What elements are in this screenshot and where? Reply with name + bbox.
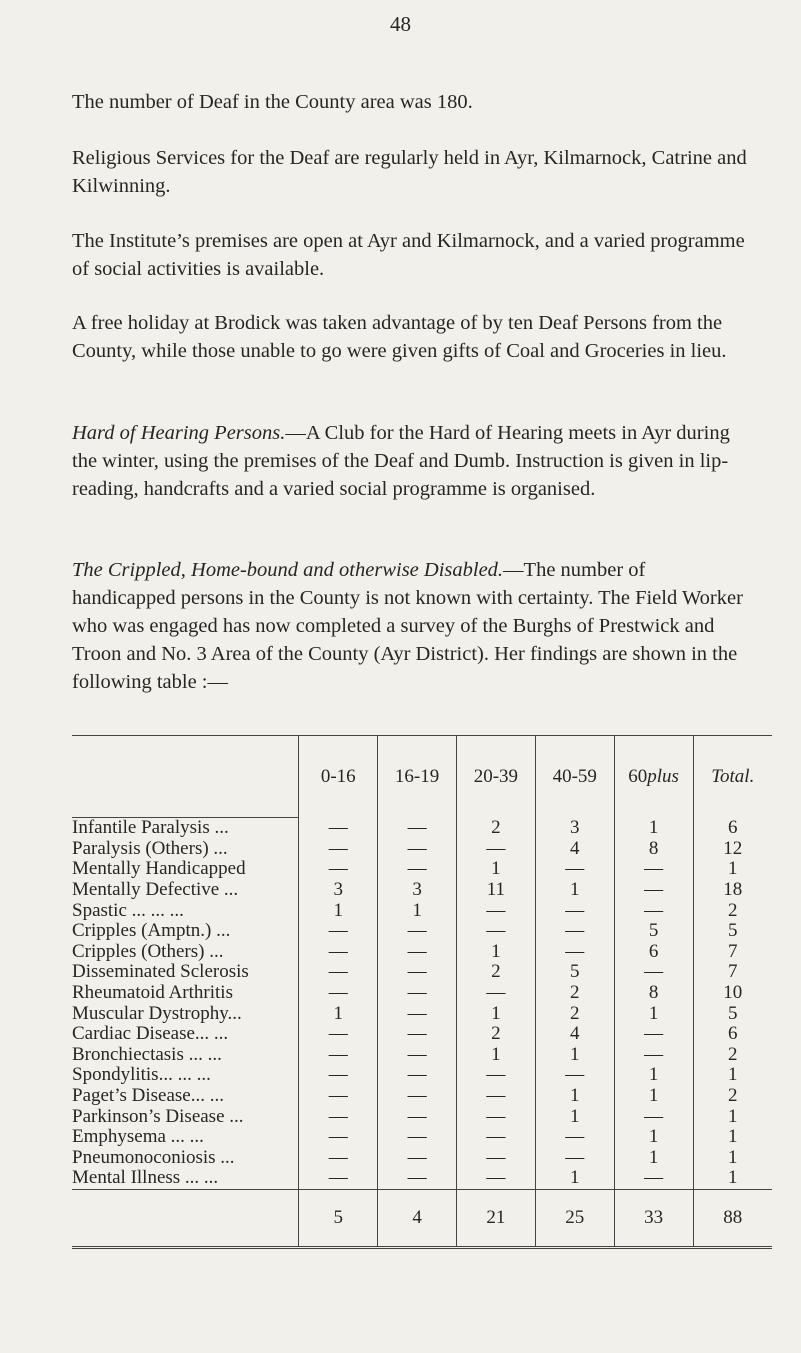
page-number: 48 bbox=[390, 12, 411, 36]
table-cell: — bbox=[456, 1106, 535, 1127]
table-row bbox=[72, 1148, 772, 1169]
table-cell: 2 bbox=[693, 1086, 772, 1107]
row-label: Mentally Handicapped bbox=[72, 858, 246, 880]
table-cell: 2 bbox=[456, 818, 535, 839]
table-cell: 1 bbox=[456, 942, 535, 963]
table-cell: 7 bbox=[693, 942, 772, 963]
table-cell: — bbox=[299, 839, 378, 860]
table-cell: 11 bbox=[456, 880, 535, 901]
table-cell: 1 bbox=[614, 1003, 693, 1024]
header-plus: plus bbox=[647, 765, 679, 787]
table-cell: 2 bbox=[456, 1024, 535, 1045]
table-cell: 5 bbox=[693, 1003, 772, 1024]
table-cell: 4 bbox=[535, 839, 614, 860]
table-cell: 6 bbox=[614, 942, 693, 963]
table-cell: 1 bbox=[693, 1065, 772, 1086]
table-cell: — bbox=[614, 962, 693, 983]
row-label: Mentally Defective ... bbox=[72, 879, 239, 901]
table-cell: — bbox=[456, 839, 535, 860]
table-cell: — bbox=[378, 1148, 457, 1169]
table-cell: — bbox=[614, 1024, 693, 1045]
table-cell: — bbox=[378, 921, 457, 942]
table-cell: 10 bbox=[693, 983, 772, 1004]
table-cell: — bbox=[299, 1106, 378, 1127]
table-cell: — bbox=[535, 921, 614, 942]
table-cell: — bbox=[456, 900, 535, 921]
row-label: Infantile Paralysis ... bbox=[72, 817, 229, 839]
row-label: Rheumatoid Arthritis bbox=[72, 982, 233, 1004]
header-age-20-39: 20-39 bbox=[456, 736, 535, 818]
table-cell: — bbox=[299, 1045, 378, 1066]
row-label: Spastic ... ... ... bbox=[72, 899, 184, 921]
paragraph-brodick-holiday: A free holiday at Brodick was taken advantage of by ten Deaf Persons from the County, while those unable to go were given gifts of Coal and Groceries in lieu. bbox=[72, 312, 727, 362]
table-cell: — bbox=[535, 859, 614, 880]
table-cell: — bbox=[456, 1065, 535, 1086]
table-cell: — bbox=[378, 1086, 457, 1107]
paragraph-institute-premises: The Institute’s premises are open at Ayr and Kilmarnock, and a varied programme of social activities is available. bbox=[72, 230, 745, 280]
table-cell: 3 bbox=[299, 880, 378, 901]
table-cell: 1 bbox=[535, 1106, 614, 1127]
table-cell: — bbox=[378, 859, 457, 880]
table-row bbox=[72, 839, 772, 860]
handicapped-persons-table bbox=[72, 735, 772, 1249]
total-cell: 4 bbox=[378, 1189, 457, 1247]
table-cell: — bbox=[378, 818, 457, 839]
table-cell: — bbox=[378, 962, 457, 983]
paragraph-crippled bbox=[72, 556, 752, 696]
paragraph-hard-of-hearing bbox=[72, 419, 752, 503]
table-row bbox=[72, 1065, 772, 1086]
table-row bbox=[72, 921, 772, 942]
table-cell: — bbox=[456, 983, 535, 1004]
table-cell: 1 bbox=[456, 1045, 535, 1066]
table-cell: — bbox=[299, 859, 378, 880]
header-total: Total. bbox=[693, 736, 772, 818]
table-row bbox=[72, 983, 772, 1004]
table-cell: — bbox=[378, 1106, 457, 1127]
header-age-60: 60 bbox=[628, 765, 648, 787]
header-age-0-16: 0-16 bbox=[299, 736, 378, 818]
table-cell: 1 bbox=[614, 818, 693, 839]
total-cell: 5 bbox=[299, 1189, 378, 1247]
row-label: Emphysema ... ... bbox=[72, 1126, 204, 1148]
table-row bbox=[72, 1168, 772, 1189]
table-row bbox=[72, 1045, 772, 1066]
table-cell: — bbox=[299, 1168, 378, 1189]
table-cell: — bbox=[299, 962, 378, 983]
table-cell: 1 bbox=[614, 1086, 693, 1107]
table-cell: — bbox=[299, 942, 378, 963]
table-cell: — bbox=[535, 1148, 614, 1169]
table-cell: 4 bbox=[535, 1024, 614, 1045]
table-cell: 1 bbox=[535, 880, 614, 901]
table-cell: 18 bbox=[693, 880, 772, 901]
table-cell: — bbox=[378, 942, 457, 963]
table-cell: — bbox=[299, 1065, 378, 1086]
table-cell: — bbox=[299, 1127, 378, 1148]
row-label: Cripples (Amptn.) ... bbox=[72, 920, 231, 942]
row-label: Cardiac Disease... ... bbox=[72, 1023, 229, 1045]
row-label: Cripples (Others) ... bbox=[72, 940, 224, 962]
paragraph-deaf-count: The number of Deaf in the County area was 180. bbox=[72, 91, 473, 113]
table-cell: — bbox=[456, 1168, 535, 1189]
table-cell: — bbox=[535, 1065, 614, 1086]
totals-row bbox=[72, 1189, 772, 1247]
table-cell: — bbox=[456, 1127, 535, 1148]
table-cell: — bbox=[614, 900, 693, 921]
table-cell: — bbox=[378, 1168, 457, 1189]
table-cell: — bbox=[299, 1024, 378, 1045]
table-row bbox=[72, 818, 772, 839]
table-cell: 2 bbox=[693, 1045, 772, 1066]
header-age-60-plus bbox=[614, 736, 693, 818]
table-cell: 1 bbox=[535, 1045, 614, 1066]
table-cell: — bbox=[456, 1148, 535, 1169]
total-cell: 33 bbox=[614, 1189, 693, 1247]
header-blank bbox=[72, 736, 299, 818]
table-cell: 2 bbox=[535, 983, 614, 1004]
total-cell: 88 bbox=[693, 1189, 772, 1247]
total-cell: 21 bbox=[456, 1189, 535, 1247]
table-cell: 2 bbox=[535, 1003, 614, 1024]
table-cell: — bbox=[378, 1045, 457, 1066]
table-row bbox=[72, 1127, 772, 1148]
row-label: Disseminated Sclerosis bbox=[72, 961, 249, 983]
table-row bbox=[72, 942, 772, 963]
table-cell: 1 bbox=[693, 1148, 772, 1169]
row-label: Pneumonoconiosis ... bbox=[72, 1146, 235, 1168]
row-label: Mental Illness ... ... bbox=[72, 1167, 219, 1189]
table-cell: — bbox=[299, 921, 378, 942]
table-row bbox=[72, 880, 772, 901]
table-cell: — bbox=[614, 1168, 693, 1189]
table-cell: — bbox=[378, 1065, 457, 1086]
table-cell: 5 bbox=[535, 962, 614, 983]
table-cell: 3 bbox=[378, 880, 457, 901]
row-label: Parkinson’s Disease ... bbox=[72, 1105, 244, 1127]
table-cell: — bbox=[378, 839, 457, 860]
table-cell: 1 bbox=[614, 1148, 693, 1169]
hard-of-hearing-heading: Hard of Hearing Persons. bbox=[72, 422, 286, 444]
table-cell: — bbox=[378, 1003, 457, 1024]
table-cell: — bbox=[614, 1106, 693, 1127]
table-cell: — bbox=[299, 1086, 378, 1107]
table-cell: 1 bbox=[693, 859, 772, 880]
table-row bbox=[72, 962, 772, 983]
table-cell: 1 bbox=[535, 1086, 614, 1107]
table-cell: — bbox=[456, 1086, 535, 1107]
table-cell: 1 bbox=[693, 1106, 772, 1127]
table-cell: — bbox=[299, 818, 378, 839]
table-cell: 7 bbox=[693, 962, 772, 983]
hard-of-hearing-text: —A Club for the Hard of Hearing meets in Ayr during the winter, using the premises of the Deaf and Dumb. Instruction is given in lip-reading, handcrafts and a varied social programme is organised. bbox=[72, 422, 730, 500]
header-age-16-19: 16-19 bbox=[378, 736, 457, 818]
row-label: Paget’s Disease... ... bbox=[72, 1085, 224, 1107]
table-cell: 1 bbox=[456, 1003, 535, 1024]
table-cell: — bbox=[378, 1127, 457, 1148]
header-age-40-59: 40-59 bbox=[535, 736, 614, 818]
table-cell: 6 bbox=[693, 818, 772, 839]
table-row bbox=[72, 1086, 772, 1107]
table-cell: 1 bbox=[456, 859, 535, 880]
row-label: Spondylitis... ... ... bbox=[72, 1064, 211, 1086]
table-cell: — bbox=[535, 942, 614, 963]
table-cell: — bbox=[614, 859, 693, 880]
table-cell: 1 bbox=[299, 900, 378, 921]
table-cell: — bbox=[299, 1148, 378, 1169]
table-cell: 8 bbox=[614, 983, 693, 1004]
table-cell: 8 bbox=[614, 839, 693, 860]
table-row bbox=[72, 1106, 772, 1127]
crippled-text: —The number of handicapped persons in the County is not known with certainty. The Field Worker who was engaged has now completed a survey of the Burghs of Prestwick and Troon and No. 3 Area of the County (Ayr District). Her findings are shown in the following table :— bbox=[72, 559, 743, 693]
table-cell: 1 bbox=[535, 1168, 614, 1189]
paragraph-religious-services: Religious Services for the Deaf are regularly held in Ayr, Kilmarnock, Catrine and Kilwinning. bbox=[72, 147, 747, 197]
table-cell: 6 bbox=[693, 1024, 772, 1045]
total-cell: 25 bbox=[535, 1189, 614, 1247]
row-label: Bronchiectasis ... ... bbox=[72, 1043, 222, 1065]
table-cell: — bbox=[535, 900, 614, 921]
table-cell: 1 bbox=[299, 1003, 378, 1024]
table-header-row bbox=[72, 736, 772, 818]
table-cell: 1 bbox=[378, 900, 457, 921]
table-row bbox=[72, 859, 772, 880]
table-cell: 5 bbox=[614, 921, 693, 942]
table-cell: 1 bbox=[614, 1065, 693, 1086]
table-row bbox=[72, 1003, 772, 1024]
table-cell: 1 bbox=[693, 1127, 772, 1148]
table-cell: 1 bbox=[693, 1168, 772, 1189]
table-cell: — bbox=[456, 921, 535, 942]
table-row bbox=[72, 1024, 772, 1045]
table-cell: 2 bbox=[456, 962, 535, 983]
row-label: Muscular Dystrophy... bbox=[72, 1002, 242, 1024]
table-cell: 1 bbox=[614, 1127, 693, 1148]
table-cell: — bbox=[299, 983, 378, 1004]
totals-label-blank bbox=[72, 1189, 299, 1247]
table-cell: — bbox=[378, 983, 457, 1004]
row-label: Paralysis (Others) ... bbox=[72, 837, 228, 859]
table-cell: 2 bbox=[693, 900, 772, 921]
table-cell: — bbox=[614, 1045, 693, 1066]
table-cell: 3 bbox=[535, 818, 614, 839]
table-cell: — bbox=[535, 1127, 614, 1148]
table-cell: — bbox=[614, 880, 693, 901]
table-cell: — bbox=[378, 1024, 457, 1045]
crippled-heading: The Crippled, Home-bound and otherwise Disabled. bbox=[72, 559, 504, 581]
table-row bbox=[72, 900, 772, 921]
table-cell: 5 bbox=[693, 921, 772, 942]
table-cell: 12 bbox=[693, 839, 772, 860]
